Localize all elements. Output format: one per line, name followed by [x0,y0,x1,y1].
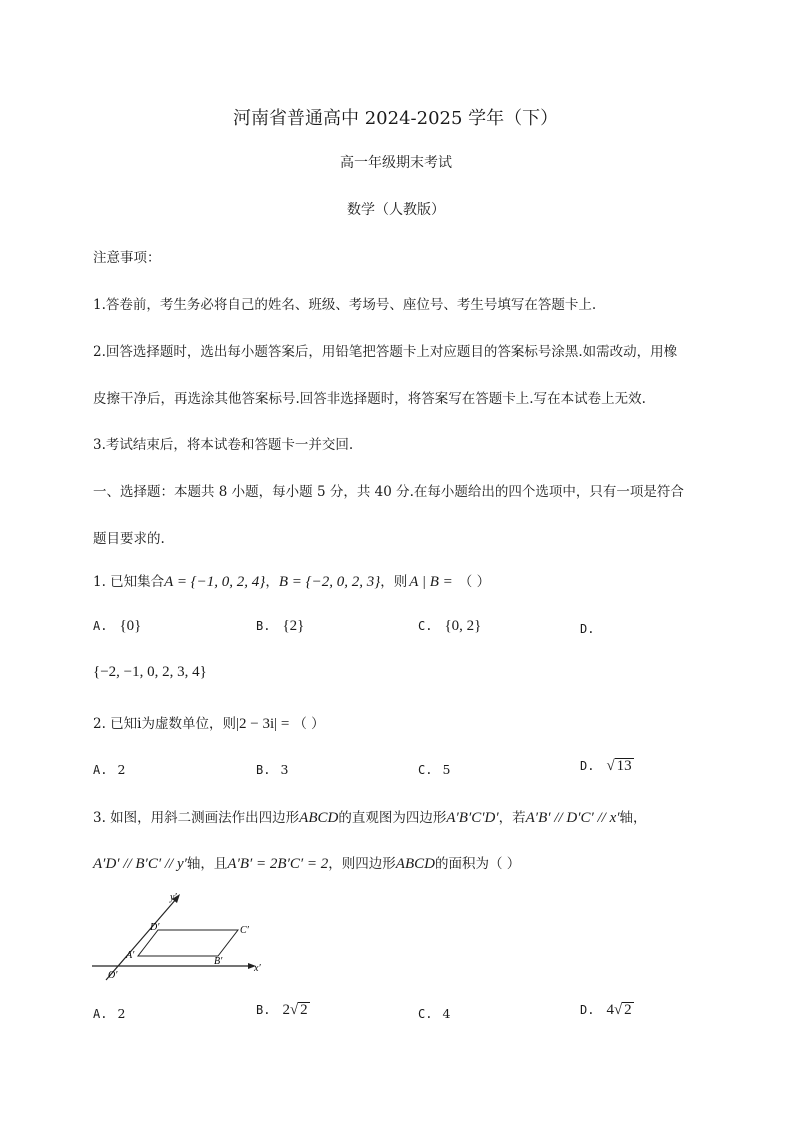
q1-set-a: A = {−1, 0, 2, 4} [164,574,266,590]
q1-option-c[interactable] [418,618,481,635]
option-label: A. [93,1007,108,1021]
q1-option-d[interactable] [580,621,594,636]
q1-option-d-value: {−2, −1, 0, 2, 3, 4} [93,664,207,680]
exam-title: 河南省普通高中 2024-2025 学年（下） [233,108,559,129]
option-value: 2 [117,1006,126,1021]
parallelogram [138,930,238,956]
option-value: 3 [280,762,289,777]
oblique-projection-figure [88,888,268,984]
exam-subtitle: 高一年级期末考试 [340,155,452,171]
q3-equation: A′B′ = 2B′C′ = 2 [227,856,329,872]
option-label: C. [418,619,433,633]
q1-expression: A | B = [409,574,453,590]
q1-set-b: B = {−2, 0, 2, 3} [278,574,381,590]
q3-option-b[interactable]: B. 2√ 2 [256,1002,308,1018]
q1-separator: ， [265,574,279,590]
option-label: B. [256,619,271,633]
option-label: C. [418,1007,433,1021]
q3-option-a[interactable] [93,1006,125,1021]
exam-subject: 数学（人教版） [347,202,445,218]
q2-option-c[interactable] [418,762,450,777]
q3-text-e: 轴，且 [186,856,228,872]
q1-option-a[interactable] [93,618,141,635]
option-label: B. [256,763,271,777]
notice-heading: 注意事项： [93,250,161,266]
q3-text-a: 3. 如图，用斜二测画法作出四边形 [93,810,300,826]
label-a-prime: A′ [126,950,135,961]
question-2 [93,712,325,733]
label-y-prime: y′ [170,892,177,903]
q3-text-f: ，则四边形 [328,856,396,872]
question-3-line-1 [93,806,647,827]
notice-item-2-line-2: 皮擦干净后，再选涂其他答案标号.回答非选择题时，将答案写在答题卡上.写在本试卷上无效. [93,391,646,407]
q2-option-d[interactable]: D. √ 13 [580,758,632,774]
option-value: 2 [117,762,126,777]
q3-abcd-2: ABCD [395,856,435,872]
q1-answer-blank: （ ） [458,574,491,590]
sqrt-radicand: 2 [300,1002,308,1018]
q3-abcd: ABCD [299,810,339,826]
option-label: D. [580,1003,595,1017]
option-value: 4 [442,1006,451,1021]
q3-text-d: 轴， [619,810,647,826]
option-label: A. [93,619,108,633]
option-label: B. [256,1003,271,1017]
q2-option-b[interactable] [256,762,288,777]
option-value: {2} [282,618,305,634]
label-x-prime: x′ [254,963,261,974]
label-o-prime: O′ [108,970,118,981]
q3-parallel-1: A′B′ // D′C′ // x′ [525,810,620,826]
option-label: D. [580,759,595,773]
notice-item-1: 1.答卷前，考生务必将自己的姓名、班级、考场号、座位号、考生号填写在答题卡上. [93,297,597,313]
question-3-line-2 [93,852,520,873]
section-1-line-2: 题目要求的. [93,531,165,547]
notice-item-2-line-1: 2.回答选择题时，选出每小题答案后，用铅笔把答题卡上对应题目的答案标号涂黑.如需改动，用橡 [93,344,678,360]
option-value: {0, 2} [444,618,482,634]
q1-option-b[interactable] [256,618,304,635]
q2-answer-blank: （ ） [293,716,325,732]
q1-then: ，则 [380,574,408,590]
q3-text-g: 的面积为（ ） [434,856,521,872]
q2-prefix: 2. 已知i为虚数单位，则 [93,716,236,732]
label-b-prime: B′ [214,956,223,967]
option-value: {0} [119,618,142,634]
notice-item-3: 3.考试结束后，将本试卷和答题卡一并交回. [93,437,354,453]
q3-abcd-prime: A′B′C′D′ [446,810,499,826]
y-axis [106,898,177,980]
option-value: 5 [442,762,451,777]
section-1-line-1: 一、选择题：本题共 8 小题，每小题 5 分，共 40 分.在每小题给出的四个选项中，只有一项是符合 [93,484,684,500]
question-1 [93,570,490,591]
label-d-prime: D′ [150,922,160,933]
q1-prefix: 1. 已知集合 [93,574,165,590]
option-label: D. [580,622,595,636]
q2-option-a[interactable] [93,762,125,777]
q2-expression: |2 − 3i| = [236,716,290,732]
option-label: A. [93,763,108,777]
option-coefficient: 2 [282,1002,290,1018]
label-c-prime: C′ [240,925,249,936]
q3-text-c: ，若 [498,810,526,826]
option-label: C. [418,763,433,777]
sqrt-radicand: 2 [624,1002,632,1018]
q3-parallel-2: A′D′ // B′C′ // y′ [93,856,187,872]
option-coefficient: 4 [606,1002,614,1018]
q3-option-d[interactable]: D. 4√ 2 [580,1002,632,1018]
q3-text-b: 的直观图为四边形 [338,810,447,826]
q3-option-c[interactable] [418,1006,450,1021]
sqrt-radicand: 13 [616,758,632,774]
